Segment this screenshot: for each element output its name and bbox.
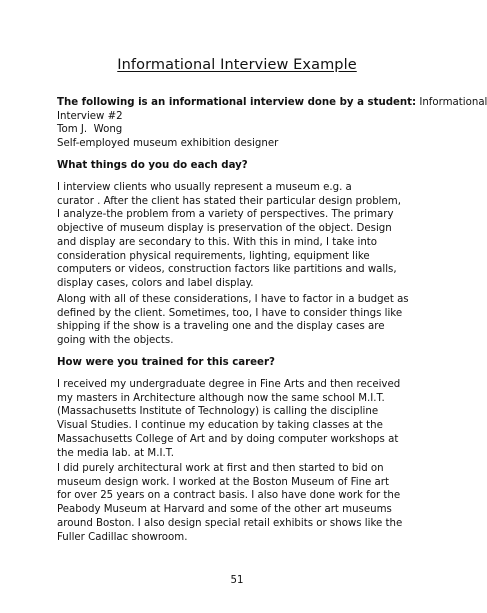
text-line: Fuller Cadillac showroom. (57, 531, 188, 543)
question-heading: How were you trained for this career? (57, 357, 275, 368)
paragraph-1 (57, 181, 437, 291)
paragraph-3 (57, 378, 437, 460)
text-line: my masters in Architecture although now the same school M.I.T. (57, 392, 385, 404)
document-title: Informational Interview Example (117, 57, 357, 73)
text-line: Along with all of these considerations, I have to factor in a budget as (57, 294, 409, 305)
text-line: consideration physical requirements, lighting, equipment like (57, 250, 370, 262)
text-line: going with the objects. (57, 335, 174, 347)
page-number: 51 (230, 575, 244, 586)
text-line: for over 25 years on a contract basis. I also have done work for the (57, 490, 401, 502)
text-line: I received my undergraduate degree in Fine Arts and then received (57, 379, 401, 390)
intro-line: Tom J. Wong (57, 124, 123, 136)
paragraph-4 (57, 462, 437, 544)
text-line: and display are secondary to this. With this in mind, I take into (57, 236, 378, 248)
text-line: objective of museum display is preservation of the object. Design (57, 223, 392, 235)
intro-lead-tail: Informational (416, 97, 487, 108)
intro-line: Self-employed museum exhibition designer (57, 138, 279, 150)
text-line: Massachusetts College of Art and by doing computer workshops at (57, 433, 399, 445)
text-line: around Boston. I also design special retail exhibits or shows like the (57, 517, 403, 529)
text-line: computers or videos, construction factors like partitions and walls, (57, 264, 397, 276)
text-line: curator . After the client has stated their particular design problem, (57, 195, 401, 207)
intro-line: Interview #2 (57, 110, 123, 122)
text-line: I interview clients who usually represent a museum e.g. a (57, 182, 352, 193)
paragraph-2 (57, 293, 437, 348)
text-line: museum design work. I worked at the Boston Museum of Fine art (57, 476, 389, 488)
intro-line-1 (57, 96, 487, 110)
text-line: (Massachusetts Institute of Technology) is calling the discipline (57, 406, 379, 418)
text-line: I analyze-the problem from a variety of perspectives. The primary (57, 209, 394, 221)
text-line: the media lab. at M.I.T. (57, 447, 174, 459)
text-line: defined by the client. Sometimes, too, I have to consider things like (57, 307, 403, 319)
text-line: Peabody Museum at Harvard and some of the other art museums (57, 504, 392, 516)
text-line: I did purely architectural work at first and then started to bid on (57, 463, 384, 474)
text-line: shipping if the show is a traveling one and the display cases are (57, 321, 385, 333)
intro-lead-bold: The following is an informational interview done by a student: (57, 97, 417, 108)
text-line: Visual Studies. I continue my education by taking classes at the (57, 420, 383, 432)
text-line: display cases, colors and label display. (57, 277, 254, 289)
question-heading: What things do you do each day? (57, 160, 248, 171)
